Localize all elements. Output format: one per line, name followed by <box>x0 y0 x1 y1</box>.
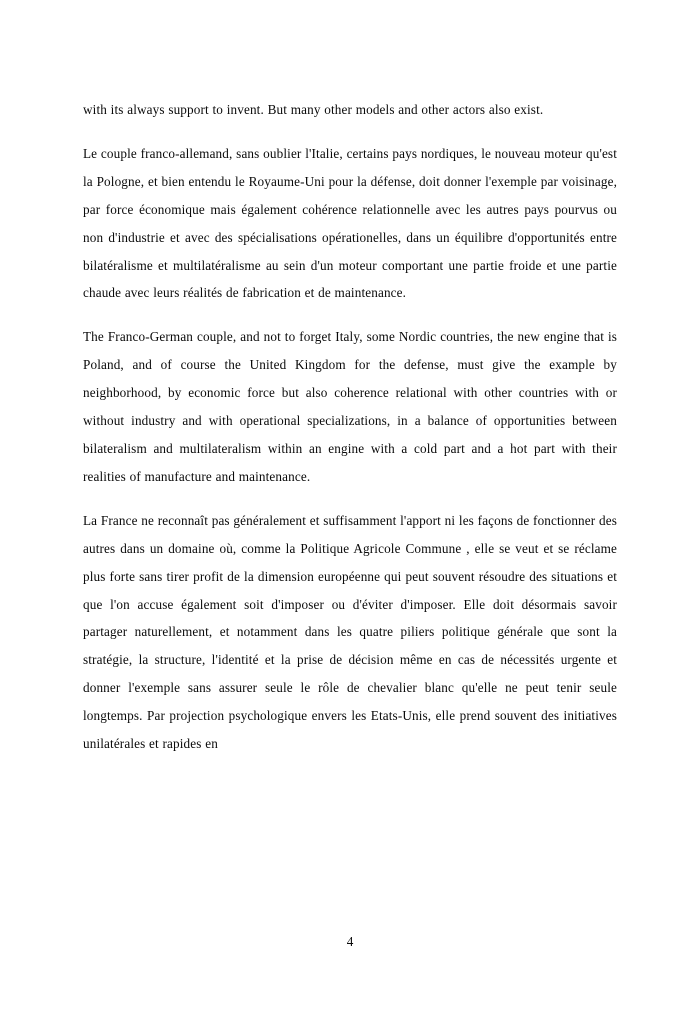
body-text-column <box>83 96 617 758</box>
paragraph-french-couple: Le couple franco-allemand, sans oublier l'Italie, certains pays nordiques, le nouveau moteur qu'est la Pologne, et bien entendu le Royaume-Uni pour la défense, doit donner l'exemple par voisinage, par force économique mais également cohérence relationnelle avec les autres pays pourvus ou non d'industrie et avec des spécialisations opérationelles, dans un équilibre d'opportunités entre bilatéralisme et multilatéralisme au sein d'un moteur comportant une partie froide et une partie chaude avec leurs réalités de fabrication et de maintenance. <box>83 145 617 301</box>
paragraph-french-france: La France ne reconnaît pas généralement et suffisamment l'apport ni les façons de fonctionner des autres dans un domaine où, comme la Politique Agricole Commune , elle se veut et se réclame plus forte sans tirer profit de la dimension européenne qui peut souvent résoudre des situations et que l'on accuse également soit d'imposer ou d'éviter d'imposer. Elle doit désormais savoir partager naturellement, et notamment dans les quatre piliers politique générale que sont la stratégie, la structure, l'identité et la prise de décision même en cas de nécessités urgente et donner l'exemple sans assurer seule le rôle de chevalier blanc qu'elle ne peut tenir seule longtemps. Par projection psychologique envers les Etats-Unis, elle prend souvent des initiatives unilatérales et rapides en <box>83 512 617 752</box>
paragraph-carryover-english: with its always support to invent. But many other models and other actors also exist. <box>83 102 544 117</box>
page-number: 4 <box>346 934 354 949</box>
paragraph-english-couple: The Franco-German couple, and not to forget Italy, some Nordic countries, the new engine that is Poland, and of course the United Kingdom for the defense, must give the example by neighborhood, by economic force but also coherence relational with other countries with or without industry and with operational specializations, in a balance of opportunities between bilateralism and multilateralism within an engine with a cold part and a hot part with their realities of manufacture and maintenance. <box>83 329 617 484</box>
